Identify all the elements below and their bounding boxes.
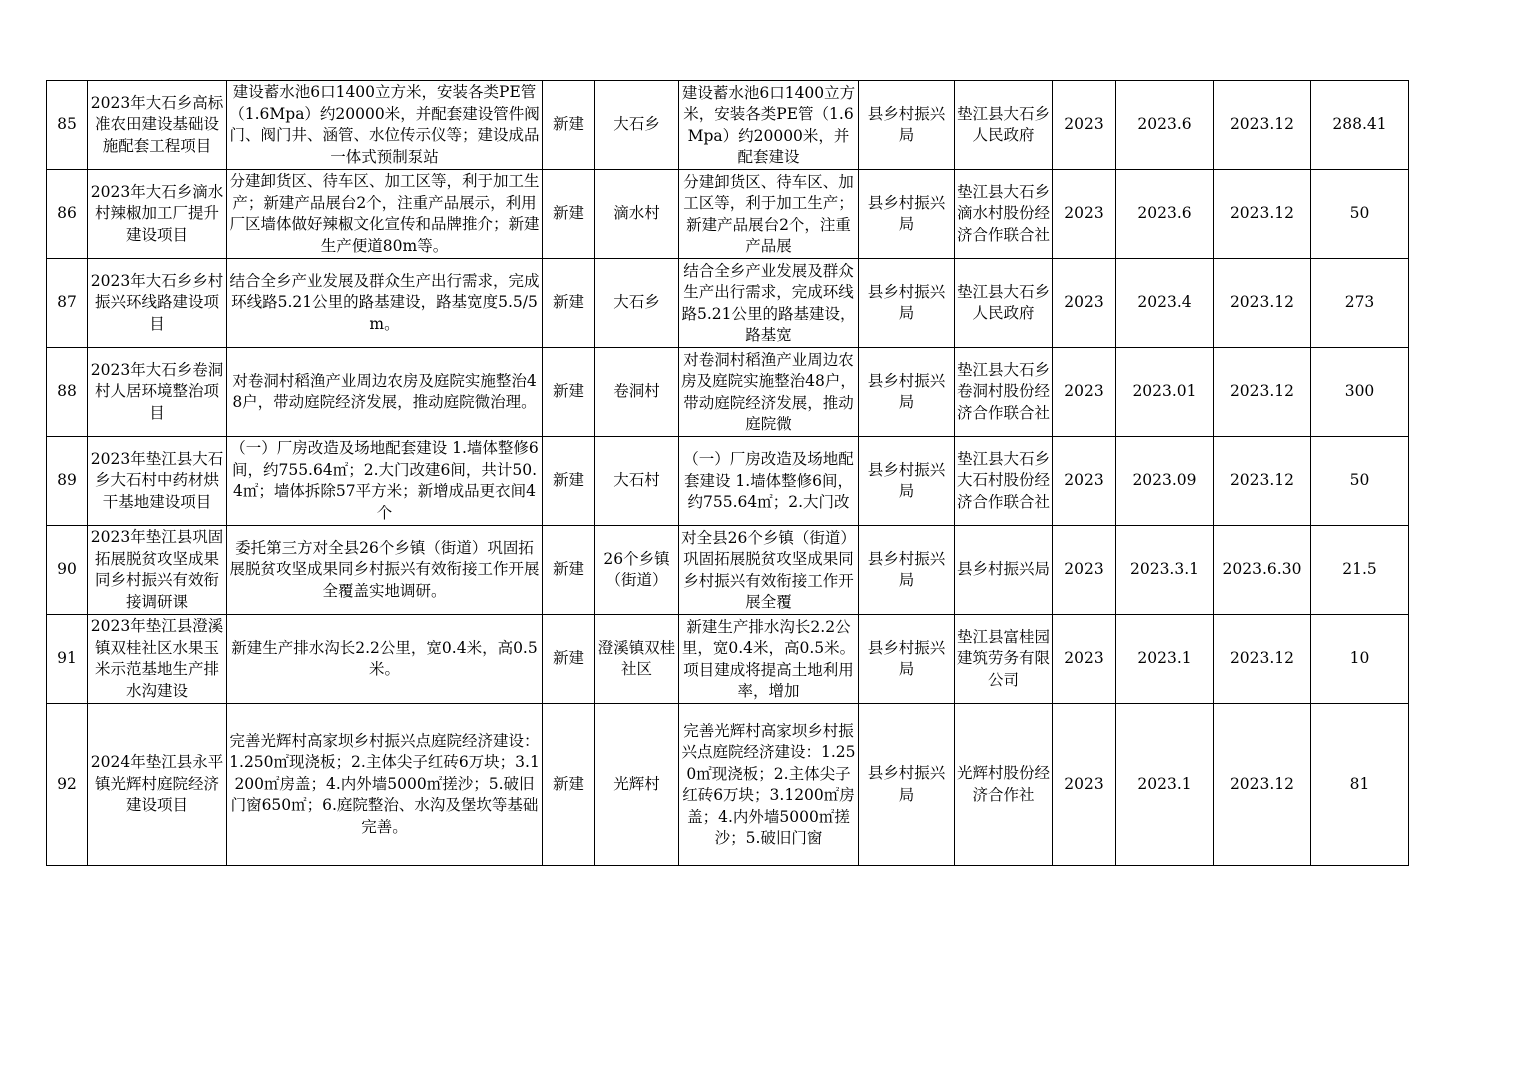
cell-department-text: 县乡村振兴局 xyxy=(867,549,946,589)
cell-implementing-unit xyxy=(955,704,1053,866)
cell-implementing-unit xyxy=(955,526,1053,615)
cell-index xyxy=(47,348,88,437)
cell-project-name xyxy=(88,526,227,615)
cell-location xyxy=(595,259,679,348)
table-row xyxy=(47,170,1409,259)
cell-implementing-unit-text: 垫江县大石乡人民政府 xyxy=(957,282,1051,322)
cell-year xyxy=(1053,615,1116,704)
cell-fund-text: 50 xyxy=(1349,471,1370,490)
table-row xyxy=(47,259,1409,348)
cell-department xyxy=(859,170,955,259)
cell-start-date xyxy=(1116,704,1214,866)
table-row xyxy=(47,526,1409,615)
cell-location-text: 大石乡 xyxy=(613,293,660,312)
cell-implementing-unit xyxy=(955,437,1053,526)
cell-index-text: 90 xyxy=(57,560,77,579)
cell-start-date xyxy=(1116,81,1214,170)
cell-construction-content-text: 对卷洞村稻渔产业周边农房及庭院实施整治48户，带动庭院经济发展，推动庭院微治理。 xyxy=(232,371,537,411)
cell-benefit-text: 建设蓄水池6口1400立方米，安装各类PE管（1.6Mpa）约20000米，并配套建设 xyxy=(681,83,856,166)
cell-project-name xyxy=(88,615,227,704)
cell-project-name-text: 2023年大石乡乡村振兴环线路建设项目 xyxy=(90,271,224,333)
cell-project-name xyxy=(88,437,227,526)
cell-department xyxy=(859,259,955,348)
cell-construction-content xyxy=(227,526,543,615)
cell-construction-content xyxy=(227,348,543,437)
cell-benefit xyxy=(679,704,859,866)
cell-benefit-text: 结合全乡产业发展及群众生产出行需求，完成环线路5.21公里的路基建设，路基宽 xyxy=(681,261,856,344)
cell-construction-type-text: 新建 xyxy=(552,382,584,401)
cell-start-date xyxy=(1116,348,1214,437)
cell-index xyxy=(47,437,88,526)
cell-benefit xyxy=(679,615,859,704)
cell-benefit-text: 对卷洞村稻渔产业周边农房及庭院实施整治48户，带动庭院经济发展，推动庭院微 xyxy=(681,350,856,433)
cell-fund-text: 273 xyxy=(1344,293,1375,312)
table-row xyxy=(47,437,1409,526)
cell-location xyxy=(595,615,679,704)
cell-department xyxy=(859,704,955,866)
cell-fund-text: 81 xyxy=(1349,774,1370,793)
cell-project-name-text: 2023年垫江县澄溪镇双桂社区水果玉米示范基地生产排水沟建设 xyxy=(90,617,224,700)
cell-project-name-text: 2023年垫江县巩固拓展脱贫攻坚成果同乡村振兴有效衔接调研课 xyxy=(90,528,224,611)
cell-construction-content-text: 完善光辉村高家坝乡村振兴点庭院经济建设：1.250㎡现浇板；2.主体尖子红砖6万块；3.1200㎡房盖；4.内外墙5000㎡搓沙；5.破旧门窗650㎡；6.庭院整治、水沟及堡坎等基础完善。 xyxy=(229,731,540,836)
cell-construction-type xyxy=(543,259,595,348)
cell-project-name-text: 2023年大石乡卷洞村人居环境整治项目 xyxy=(90,360,224,422)
cell-construction-content xyxy=(227,704,543,866)
cell-year xyxy=(1053,704,1116,866)
cell-year-text: 2023 xyxy=(1064,649,1104,668)
cell-end-date-text: 2023.12 xyxy=(1229,293,1295,312)
cell-index-text: 88 xyxy=(57,382,77,401)
cell-index xyxy=(47,81,88,170)
cell-location-text: 26个乡镇（街道） xyxy=(603,549,670,589)
cell-year-text: 2023 xyxy=(1064,115,1104,134)
project-table xyxy=(46,80,1409,866)
cell-index-text: 85 xyxy=(57,115,77,134)
cell-benefit xyxy=(679,526,859,615)
cell-construction-type xyxy=(543,81,595,170)
cell-year xyxy=(1053,437,1116,526)
cell-project-name xyxy=(88,348,227,437)
cell-start-date xyxy=(1116,526,1214,615)
cell-construction-content-text: 结合全乡产业发展及群众生产出行需求，完成环线路5.21公里的路基建设，路基宽度5.5/5m。 xyxy=(229,271,540,333)
cell-end-date xyxy=(1214,259,1311,348)
cell-start-date xyxy=(1116,437,1214,526)
cell-benefit xyxy=(679,437,859,526)
cell-location xyxy=(595,704,679,866)
cell-implementing-unit xyxy=(955,259,1053,348)
cell-benefit-text: 完善光辉村高家坝乡村振兴点庭院经济建设：1.250㎡现浇板；2.主体尖子红砖6万块；3.1200㎡房盖；4.内外墙5000㎡搓沙；5.破旧门窗 xyxy=(681,721,856,847)
cell-implementing-unit-text: 垫江县大石乡滴水村股份经济合作联合社 xyxy=(957,182,1051,244)
cell-project-name xyxy=(88,170,227,259)
cell-fund-text: 288.41 xyxy=(1332,115,1387,134)
cell-fund xyxy=(1311,348,1409,437)
cell-index-text: 92 xyxy=(57,774,77,793)
cell-department xyxy=(859,81,955,170)
cell-end-date-text: 2023.12 xyxy=(1229,382,1295,401)
cell-year-text: 2023 xyxy=(1064,382,1104,401)
cell-construction-content xyxy=(227,81,543,170)
cell-location-text: 滴水村 xyxy=(613,204,660,223)
cell-department-text: 县乡村振兴局 xyxy=(867,193,946,233)
cell-end-date-text: 2023.12 xyxy=(1229,471,1295,490)
cell-construction-type xyxy=(543,704,595,866)
cell-implementing-unit-text: 县乡村振兴局 xyxy=(957,560,1051,579)
cell-implementing-unit-text: 垫江县大石乡大石村股份经济合作联合社 xyxy=(957,449,1051,511)
cell-year xyxy=(1053,170,1116,259)
cell-department-text: 县乡村振兴局 xyxy=(867,371,946,411)
cell-department xyxy=(859,348,955,437)
cell-construction-content-text: （一）厂房改造及场地配套建设 1.墙体整修6间，约755.64㎡；2.大门改建6间，共计50.4㎡；墙体拆除57平方米；新增成品更衣间4个 xyxy=(230,439,539,522)
cell-project-name xyxy=(88,81,227,170)
cell-start-date-text: 2023.3.1 xyxy=(1129,560,1200,579)
cell-location-text: 卷洞村 xyxy=(613,382,660,401)
cell-start-date-text: 2023.01 xyxy=(1132,382,1197,401)
cell-end-date xyxy=(1214,437,1311,526)
table-row xyxy=(47,704,1409,866)
cell-benefit xyxy=(679,259,859,348)
cell-project-name-text: 2024年垫江县永平镇光辉村庭院经济建设项目 xyxy=(90,753,224,815)
cell-start-date-text: 2023.4 xyxy=(1137,293,1192,312)
cell-location-text: 澄溪镇双桂社区 xyxy=(597,638,676,678)
cell-start-date xyxy=(1116,259,1214,348)
cell-department xyxy=(859,615,955,704)
cell-year-text: 2023 xyxy=(1064,204,1104,223)
cell-department xyxy=(859,526,955,615)
cell-construction-content xyxy=(227,615,543,704)
cell-benefit xyxy=(679,170,859,259)
cell-fund-text: 300 xyxy=(1344,382,1375,401)
cell-year xyxy=(1053,81,1116,170)
cell-construction-content xyxy=(227,437,543,526)
cell-end-date xyxy=(1214,348,1311,437)
cell-location xyxy=(595,170,679,259)
cell-implementing-unit xyxy=(955,170,1053,259)
table-row xyxy=(47,348,1409,437)
cell-end-date xyxy=(1214,170,1311,259)
cell-location xyxy=(595,437,679,526)
cell-implementing-unit-text: 垫江县富桂园建筑劳务有限公司 xyxy=(957,627,1051,689)
cell-year xyxy=(1053,526,1116,615)
cell-construction-type-text: 新建 xyxy=(552,115,584,134)
cell-fund xyxy=(1311,170,1409,259)
cell-construction-type xyxy=(543,437,595,526)
cell-end-date-text: 2023.6.30 xyxy=(1222,560,1302,579)
cell-index xyxy=(47,259,88,348)
cell-department-text: 县乡村振兴局 xyxy=(867,282,946,322)
cell-construction-type-text: 新建 xyxy=(552,560,584,579)
cell-project-name xyxy=(88,704,227,866)
cell-index xyxy=(47,615,88,704)
cell-benefit-text: 分建卸货区、待车区、加工区等，利于加工生产；新建产品展台2个，注重产品展 xyxy=(683,172,854,255)
cell-end-date-text: 2023.12 xyxy=(1229,774,1295,793)
cell-end-date xyxy=(1214,81,1311,170)
cell-location xyxy=(595,81,679,170)
cell-construction-type-text: 新建 xyxy=(552,471,584,490)
cell-implementing-unit xyxy=(955,615,1053,704)
cell-benefit-text: （一）厂房改造及场地配套建设 1.墙体整修6间，约755.64㎡；2.大门改 xyxy=(683,450,854,512)
cell-end-date-text: 2023.12 xyxy=(1229,204,1295,223)
cell-year xyxy=(1053,259,1116,348)
cell-index-text: 87 xyxy=(57,293,77,312)
cell-construction-content xyxy=(227,170,543,259)
cell-start-date-text: 2023.1 xyxy=(1137,649,1192,668)
cell-start-date xyxy=(1116,170,1214,259)
cell-index xyxy=(47,170,88,259)
cell-implementing-unit-text: 垫江县大石乡人民政府 xyxy=(957,104,1051,144)
table-row xyxy=(47,81,1409,170)
cell-construction-content xyxy=(227,259,543,348)
cell-construction-content-text: 委托第三方对全县26个乡镇（街道）巩固拓展脱贫攻坚成果同乡村振兴有效衔接工作开展全覆盖实地调研。 xyxy=(229,538,540,600)
cell-fund xyxy=(1311,526,1409,615)
cell-fund xyxy=(1311,437,1409,526)
cell-implementing-unit-text: 光辉村股份经济合作社 xyxy=(957,764,1051,804)
cell-fund-text: 10 xyxy=(1349,649,1370,668)
cell-implementing-unit-text: 垫江县大石乡卷洞村股份经济合作联合社 xyxy=(957,360,1051,422)
cell-construction-type xyxy=(543,348,595,437)
cell-start-date-text: 2023.6 xyxy=(1137,115,1192,134)
table-row xyxy=(47,615,1409,704)
cell-fund-text: 21.5 xyxy=(1342,560,1377,579)
cell-department-text: 县乡村振兴局 xyxy=(867,764,946,804)
cell-end-date-text: 2023.12 xyxy=(1229,115,1295,134)
cell-end-date xyxy=(1214,526,1311,615)
cell-construction-content-text: 建设蓄水池6口1400立方米，安装各类PE管（1.6Mpa）约20000米，并配套建设管件阀门、阀门井、涵管、水位传示仪等；建设成品一体式预制泵站 xyxy=(229,83,540,166)
cell-year-text: 2023 xyxy=(1064,560,1104,579)
cell-fund xyxy=(1311,615,1409,704)
cell-index-text: 86 xyxy=(57,204,77,223)
cell-department-text: 县乡村振兴局 xyxy=(867,104,946,144)
cell-index-text: 89 xyxy=(57,471,77,490)
cell-end-date-text: 2023.12 xyxy=(1229,649,1295,668)
cell-year xyxy=(1053,348,1116,437)
cell-benefit-text: 对全县26个乡镇（街道）巩固拓展脱贫攻坚成果同乡村振兴有效衔接工作开展全覆 xyxy=(681,528,856,611)
cell-construction-type xyxy=(543,526,595,615)
cell-start-date-text: 2023.6 xyxy=(1137,204,1192,223)
cell-fund-text: 50 xyxy=(1349,204,1370,223)
cell-start-date-text: 2023.1 xyxy=(1137,774,1192,793)
cell-benefit xyxy=(679,81,859,170)
cell-location xyxy=(595,348,679,437)
cell-year-text: 2023 xyxy=(1064,471,1104,490)
cell-location-text: 大石村 xyxy=(613,471,660,490)
cell-construction-type-text: 新建 xyxy=(552,649,584,668)
cell-index-text: 91 xyxy=(57,649,77,668)
cell-department-text: 县乡村振兴局 xyxy=(867,638,946,678)
cell-department xyxy=(859,437,955,526)
cell-project-name-text: 2023年大石乡滴水村辣椒加工厂提升建设项目 xyxy=(90,182,224,244)
cell-index xyxy=(47,704,88,866)
project-table-sheet xyxy=(46,80,1408,866)
cell-project-name xyxy=(88,259,227,348)
cell-project-name-text: 2023年大石乡高标准农田建设基础设施配套工程项目 xyxy=(90,93,224,155)
cell-construction-type-text: 新建 xyxy=(552,204,584,223)
cell-construction-type-text: 新建 xyxy=(552,774,584,793)
cell-end-date xyxy=(1214,615,1311,704)
cell-index xyxy=(47,526,88,615)
table-body xyxy=(47,81,1409,866)
cell-year-text: 2023 xyxy=(1064,293,1104,312)
cell-construction-type xyxy=(543,615,595,704)
cell-year-text: 2023 xyxy=(1064,774,1104,793)
cell-location-text: 大石乡 xyxy=(613,115,660,134)
cell-benefit-text: 新建生产排水沟长2.2公里，宽0.4米，高0.5米。项目建成将提高土地利用率，增加 xyxy=(681,617,856,700)
cell-start-date-text: 2023.09 xyxy=(1132,471,1197,490)
cell-start-date xyxy=(1116,615,1214,704)
cell-location-text: 光辉村 xyxy=(613,774,660,793)
cell-implementing-unit xyxy=(955,348,1053,437)
cell-construction-type-text: 新建 xyxy=(552,293,584,312)
cell-construction-content-text: 分建卸货区、待车区、加工区等，利于加工生产；新建产品展台2个，注重产品展示，利用厂区墙体做好辣椒文化宣传和品牌推介；新建生产便道80m等。 xyxy=(229,172,540,255)
cell-project-name-text: 2023年垫江县大石乡大石村中药材烘干基地建设项目 xyxy=(90,449,224,511)
cell-fund xyxy=(1311,704,1409,866)
cell-department-text: 县乡村振兴局 xyxy=(867,460,946,500)
cell-fund xyxy=(1311,259,1409,348)
cell-fund xyxy=(1311,81,1409,170)
cell-end-date xyxy=(1214,704,1311,866)
cell-construction-content-text: 新建生产排水沟长2.2公里，宽0.4米，高0.5米。 xyxy=(231,638,538,678)
cell-location xyxy=(595,526,679,615)
cell-construction-type xyxy=(543,170,595,259)
cell-benefit xyxy=(679,348,859,437)
cell-implementing-unit xyxy=(955,81,1053,170)
